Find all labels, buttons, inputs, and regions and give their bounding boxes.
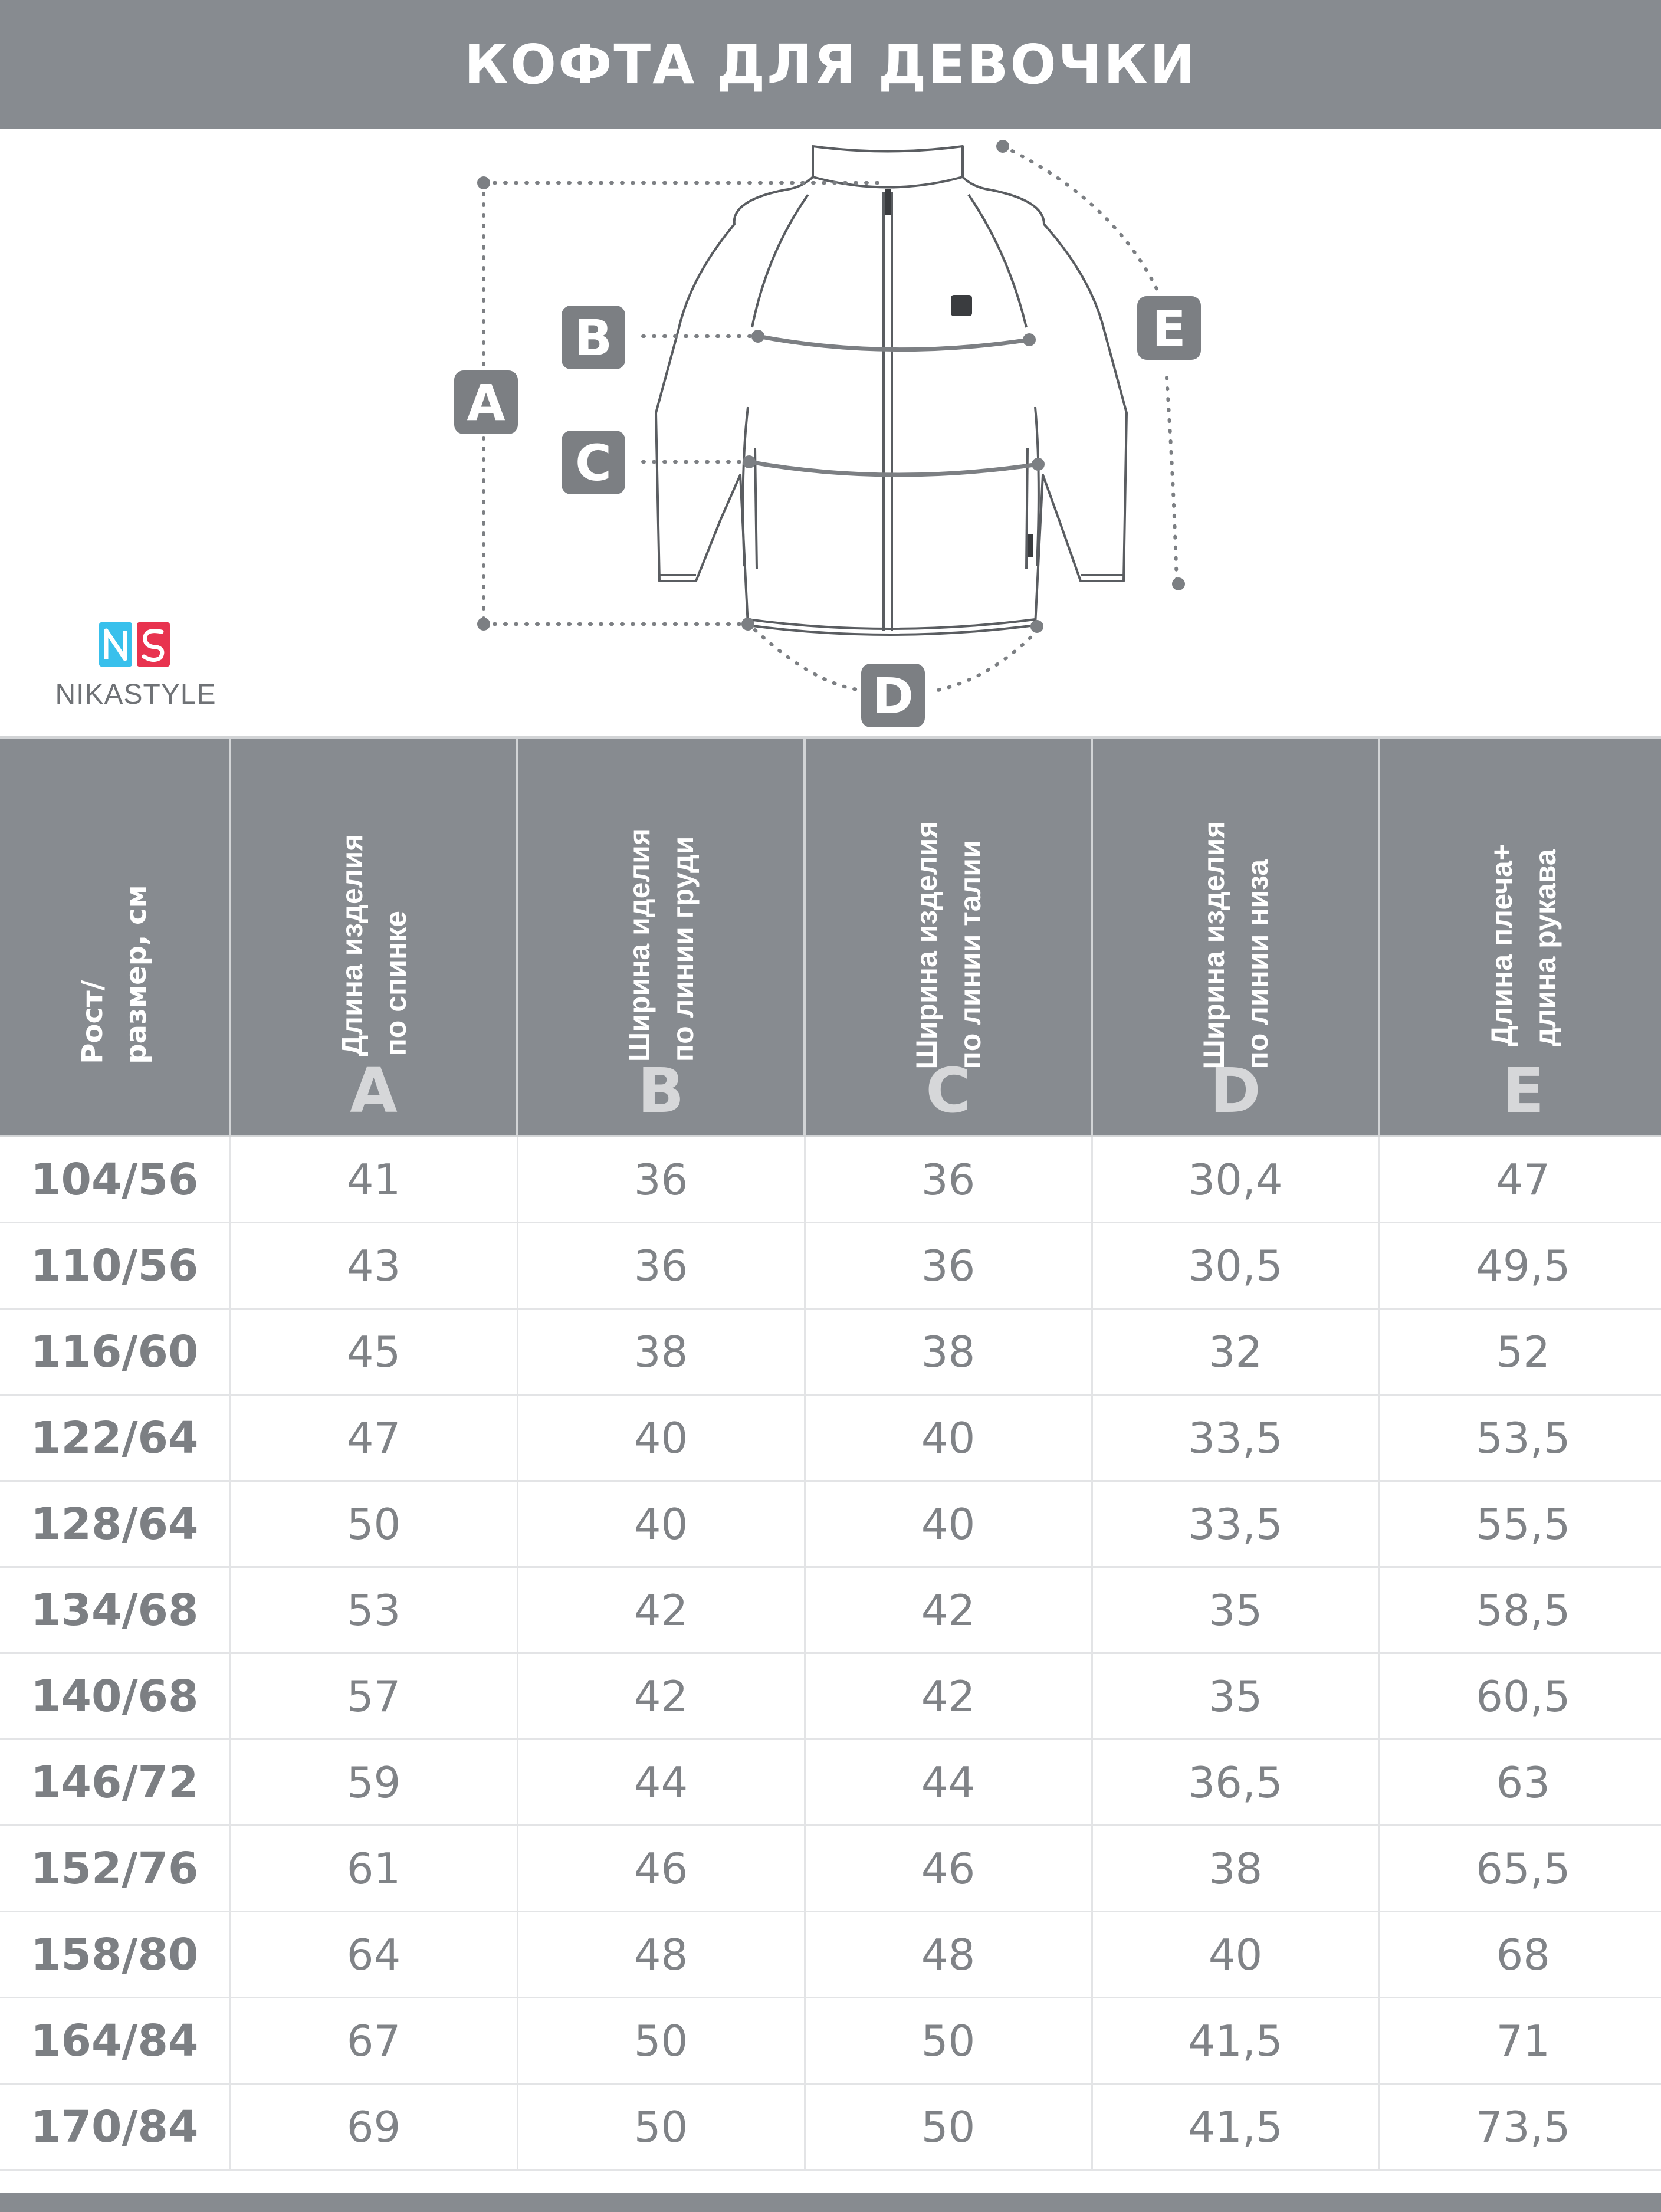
jacket-diagram: [0, 129, 1661, 736]
header-label: Ширина иделия по линии груди: [622, 828, 700, 1062]
table-row: [0, 1998, 1661, 2084]
value-cell: 44: [805, 1740, 1092, 1826]
value-cell: 52: [1379, 1309, 1661, 1395]
header-label: Длина изделия по спинке: [335, 833, 412, 1056]
header-letter: C: [925, 1055, 971, 1127]
value-cell: 38: [1092, 1826, 1379, 1912]
value-cell: 53,5: [1379, 1395, 1661, 1481]
value-cell: 59: [230, 1740, 517, 1826]
header-label: Рост/ размер, см: [76, 885, 153, 1064]
header-label: Длина плеча+ длина рукава: [1485, 844, 1562, 1046]
measure-dots: [477, 140, 1185, 633]
table-row: [0, 1309, 1661, 1395]
value-cell: 50: [805, 1998, 1092, 2084]
table-row: [0, 1136, 1661, 1223]
svg-text:E: E: [1152, 300, 1186, 357]
label-e: [1137, 296, 1201, 360]
value-cell: 57: [230, 1653, 517, 1740]
value-cell: 69: [230, 2084, 517, 2170]
size-cell: 170/84: [0, 2084, 230, 2170]
value-cell: 38: [517, 1309, 805, 1395]
value-cell: 33,5: [1092, 1481, 1379, 1567]
nikastyle-logo-icon: [99, 622, 170, 667]
value-cell: 40: [805, 1395, 1092, 1481]
value-cell: 35: [1092, 1567, 1379, 1653]
header-c: [805, 737, 1092, 1136]
size-cell: 116/60: [0, 1309, 230, 1395]
header-e: [1379, 737, 1661, 1136]
chest-patch: [951, 295, 972, 316]
value-cell: 48: [805, 1912, 1092, 1998]
header-label: Ширина изделия по линии низа: [1197, 821, 1274, 1069]
header-d: [1092, 737, 1379, 1136]
value-cell: 40: [517, 1395, 805, 1481]
value-cell: 47: [230, 1395, 517, 1481]
value-cell: 42: [517, 1653, 805, 1740]
value-cell: 36: [517, 1223, 805, 1309]
table-row: [0, 1653, 1661, 1740]
label-b: [562, 306, 625, 369]
table-row: [0, 1223, 1661, 1309]
value-cell: 36: [517, 1136, 805, 1223]
table-row: [0, 1395, 1661, 1481]
value-cell: 50: [517, 1998, 805, 2084]
footer-bar: [0, 2193, 1661, 2212]
value-cell: 73,5: [1379, 2084, 1661, 2170]
size-cell: 158/80: [0, 1912, 230, 1998]
size-cell: 134/68: [0, 1567, 230, 1653]
value-cell: 32: [1092, 1309, 1379, 1395]
side-tag: [1028, 534, 1033, 557]
zipper-pull: [885, 189, 891, 215]
size-cell: 128/64: [0, 1481, 230, 1567]
value-cell: 45: [230, 1309, 517, 1395]
header-letter: E: [1502, 1055, 1545, 1127]
value-cell: 67: [230, 1998, 517, 2084]
value-cell: 35: [1092, 1653, 1379, 1740]
value-cell: 30,5: [1092, 1223, 1379, 1309]
header-letter: B: [637, 1055, 685, 1127]
value-cell: 40: [1092, 1912, 1379, 1998]
value-cell: 36,5: [1092, 1740, 1379, 1826]
header-b: [517, 737, 805, 1136]
header-size: [0, 737, 230, 1136]
table-row: [0, 1567, 1661, 1653]
jacket-outline: [656, 146, 1127, 635]
size-cell: 146/72: [0, 1740, 230, 1826]
value-cell: 46: [517, 1826, 805, 1912]
value-cell: 44: [517, 1740, 805, 1826]
value-cell: 42: [517, 1567, 805, 1653]
value-cell: 41: [230, 1136, 517, 1223]
value-cell: 30,4: [1092, 1136, 1379, 1223]
label-a: [454, 370, 518, 434]
table-row: [0, 1826, 1661, 1912]
table-row: [0, 1740, 1661, 1826]
value-cell: 42: [805, 1567, 1092, 1653]
value-cell: 38: [805, 1309, 1092, 1395]
size-cell: 164/84: [0, 1998, 230, 2084]
header-row: [0, 737, 1661, 1136]
value-cell: 36: [805, 1136, 1092, 1223]
value-cell: 43: [230, 1223, 517, 1309]
value-cell: 60,5: [1379, 1653, 1661, 1740]
header-label: Ширина изделия по линии талии: [910, 821, 987, 1069]
value-cell: 49,5: [1379, 1223, 1661, 1309]
value-cell: 53: [230, 1567, 517, 1653]
header-letter: D: [1210, 1055, 1261, 1127]
value-cell: 64: [230, 1912, 517, 1998]
value-cell: 36: [805, 1223, 1092, 1309]
svg-text:D: D: [872, 667, 914, 725]
svg-text:B: B: [574, 309, 613, 367]
size-cell: 152/76: [0, 1826, 230, 1912]
value-cell: 50: [517, 2084, 805, 2170]
value-cell: 40: [805, 1481, 1092, 1567]
header-a: [230, 737, 517, 1136]
value-cell: 50: [230, 1481, 517, 1567]
value-cell: 41,5: [1092, 1998, 1379, 2084]
measure-curves: [749, 336, 1038, 475]
measurement-lines: [484, 146, 1177, 690]
size-cell: 104/56: [0, 1136, 230, 1223]
value-cell: 55,5: [1379, 1481, 1661, 1567]
value-cell: 48: [517, 1912, 805, 1998]
label-c: [562, 431, 625, 494]
page-title: КОФТА ДЛЯ ДЕВОЧКИ: [0, 0, 1661, 129]
svg-text:A: A: [467, 374, 505, 432]
size-cell: 140/68: [0, 1653, 230, 1740]
label-d: [861, 664, 925, 727]
brand-name: NIKASTYLE: [55, 679, 216, 710]
value-cell: 61: [230, 1826, 517, 1912]
value-cell: 47: [1379, 1136, 1661, 1223]
size-cell: 110/56: [0, 1223, 230, 1309]
table-row: [0, 1481, 1661, 1567]
value-cell: 71: [1379, 1998, 1661, 2084]
value-cell: 42: [805, 1653, 1092, 1740]
value-cell: 68: [1379, 1912, 1661, 1998]
value-cell: 46: [805, 1826, 1092, 1912]
table-row: [0, 2084, 1661, 2170]
header-letter: A: [350, 1055, 398, 1127]
value-cell: 40: [517, 1481, 805, 1567]
value-cell: 58,5: [1379, 1567, 1661, 1653]
value-cell: 50: [805, 2084, 1092, 2170]
value-cell: 41,5: [1092, 2084, 1379, 2170]
size-table: [0, 736, 1661, 2171]
value-cell: 65,5: [1379, 1826, 1661, 1912]
brand-logo: [47, 622, 224, 717]
size-cell: 122/64: [0, 1395, 230, 1481]
svg-text:C: C: [575, 434, 612, 492]
value-cell: 33,5: [1092, 1395, 1379, 1481]
table-row: [0, 1912, 1661, 1998]
value-cell: 63: [1379, 1740, 1661, 1826]
